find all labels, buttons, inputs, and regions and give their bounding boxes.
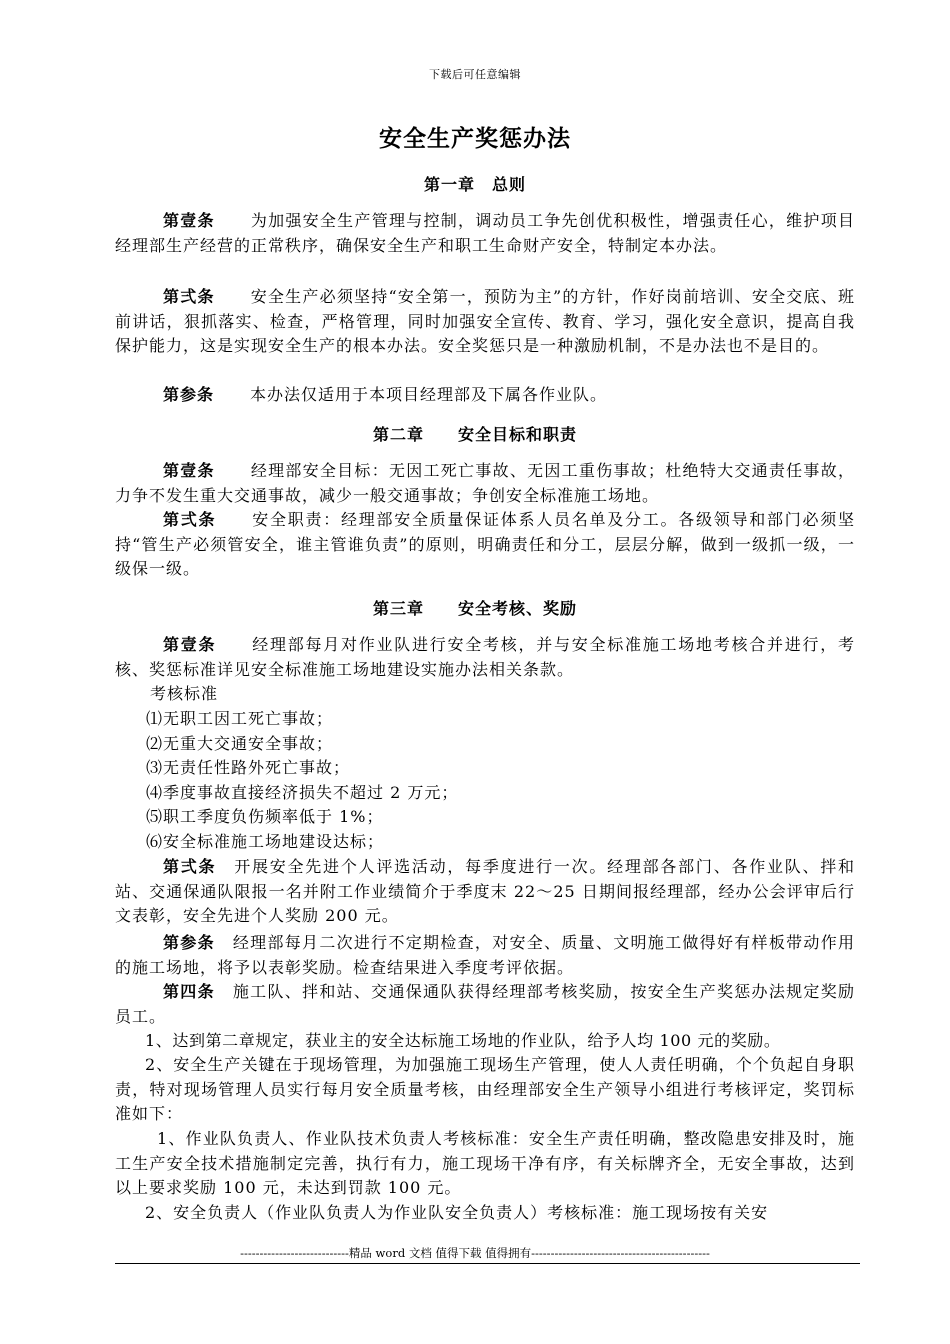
chapter-2-heading: 第二章 安全目标和职责	[372, 425, 577, 444]
ch2-article-2	[115, 508, 855, 582]
article-text: 经理部每月对作业队进行安全考核，并与安全标准施工场地考核合并进行，考核、奖惩标准详见安全标准施工场地建设实施办法相关条款。	[115, 635, 855, 679]
ch3-article-3	[115, 931, 855, 980]
footer-rule	[115, 1263, 860, 1264]
article-label: 第参条	[163, 933, 215, 952]
ch1-article-1	[115, 209, 855, 258]
ch1-article-2	[115, 285, 855, 359]
ch3-article-1	[115, 633, 855, 682]
ch3-article-4	[115, 980, 855, 1029]
chapter-1-heading: 第一章 总则	[423, 175, 526, 194]
ch2-article-1	[115, 459, 855, 508]
article-label: 第弍条	[163, 287, 215, 306]
criteria-item: ⑸职工季度负伤频率低于 1%；	[146, 807, 384, 826]
reward-sub-2: 2、安全负责人（作业队负责人为作业队安全负责人）考核标准：施工现场按有关安	[145, 1203, 769, 1222]
article-text: 为加强安全生产管理与控制，调动员工争先创优积极性，增强责任心，维护项目经理部生产经营的正常秩序，确保安全生产和职工生命财产安全，特制定本办法。	[115, 211, 855, 255]
article-text: 开展安全先进个人评选活动，每季度进行一次。经理部各部门、各作业队、拌和站、交通保通队限报一名并附工作业绩简介于季度末 22～25 日期间报经理部，经办公会评审后行文表彰，安全先进个人奖励 200 元。	[115, 857, 855, 925]
reward-item-1: 1、达到第二章规定，获业主的安全达标施工场地的作业队，给予人均 100 元的奖励。	[145, 1031, 781, 1050]
criteria-item: ⑶无责任性路外死亡事故；	[146, 758, 351, 777]
article-label: 第壹条	[163, 635, 217, 654]
article-text: 经理部每月二次进行不定期检查，对安全、质量、文明施工做得好有样板带动作用的施工场地，将予以表彰奖励。检查结果进入季度考评依据。	[115, 933, 855, 977]
header-note: 下载后可任意编辑	[429, 68, 521, 81]
article-label: 第弍条	[163, 510, 217, 529]
ch3-article-2	[115, 855, 855, 929]
article-text: 安全职责：经理部安全质量保证体系人员名单及分工。各级领导和部门必须坚持“管生产必须管安全，谁主管谁负责”的原则，明确责任和分工，层层分解，做到一级抓一级，一级保一级。	[115, 510, 855, 578]
footer-text: ----------------------------精品 word 文档 值得下载 值得拥有----------------------------------------------	[240, 1246, 710, 1260]
article-text: 本办法仅适用于本项目经理部及下属各作业队。	[250, 385, 608, 404]
chapter-3-heading: 第三章 安全考核、奖励	[372, 599, 577, 618]
article-text: 经理部安全目标：无因工死亡事故、无因工重伤事故；杜绝特大交通责任事故，力争不发生重大交通事故，减少一般交通事故；争创安全标准施工场地。	[115, 461, 855, 505]
article-text: 施工队、拌和站、交通保通队获得经理部考核奖励，按安全生产奖惩办法规定奖励员工。	[115, 982, 855, 1026]
article-label: 第壹条	[163, 461, 215, 480]
article-text: 安全生产必须坚持“安全第一，预防为主”的方针，作好岗前培训、安全交底、班前讲话，狠抓落实、检查，严格管理，同时加强安全宣传、教育、学习，强化安全意识，提高自我保护能力，这是实现安全生产的根本办法。安全奖惩只是一种激励机制，不是办法也不是目的。	[115, 287, 855, 355]
reward-sub-1: 1、作业队负责人、作业队技术负责人考核标准：安全生产责任明确，整改隐患安排及时，施工生产安全技术措施制定完善，执行有力，施工现场干净有序，有关标牌齐全，无安全事故，达到以上要求奖励 100 元，未达到罚款 100 元。	[115, 1129, 855, 1197]
document-title: 安全生产奖惩办法	[379, 125, 571, 152]
criteria-item: ⑴无职工因工死亡事故；	[146, 709, 334, 728]
article-label: 第四条	[163, 982, 215, 1001]
criteria-item: ⑹安全标准施工场地建设达标；	[146, 832, 385, 851]
article-label: 第参条	[163, 385, 215, 404]
criteria-item: ⑵无重大交通安全事故；	[146, 734, 334, 753]
criteria-item: ⑷季度事故直接经济损失不超过 2 万元；	[146, 783, 459, 802]
criteria-title: 考核标准	[150, 684, 219, 703]
article-label: 第壹条	[163, 211, 215, 230]
ch1-article-3	[115, 383, 855, 408]
reward-item-2: 2、安全生产关键在于现场管理，为加强施工现场生产管理，使人人责任明确，个个负起自身职责，特对现场管理人员实行每月安全质量考核，由经理部安全生产领导小组进行考核评定，奖罚标准如下：	[115, 1055, 855, 1123]
article-label: 第弍条	[163, 857, 217, 876]
